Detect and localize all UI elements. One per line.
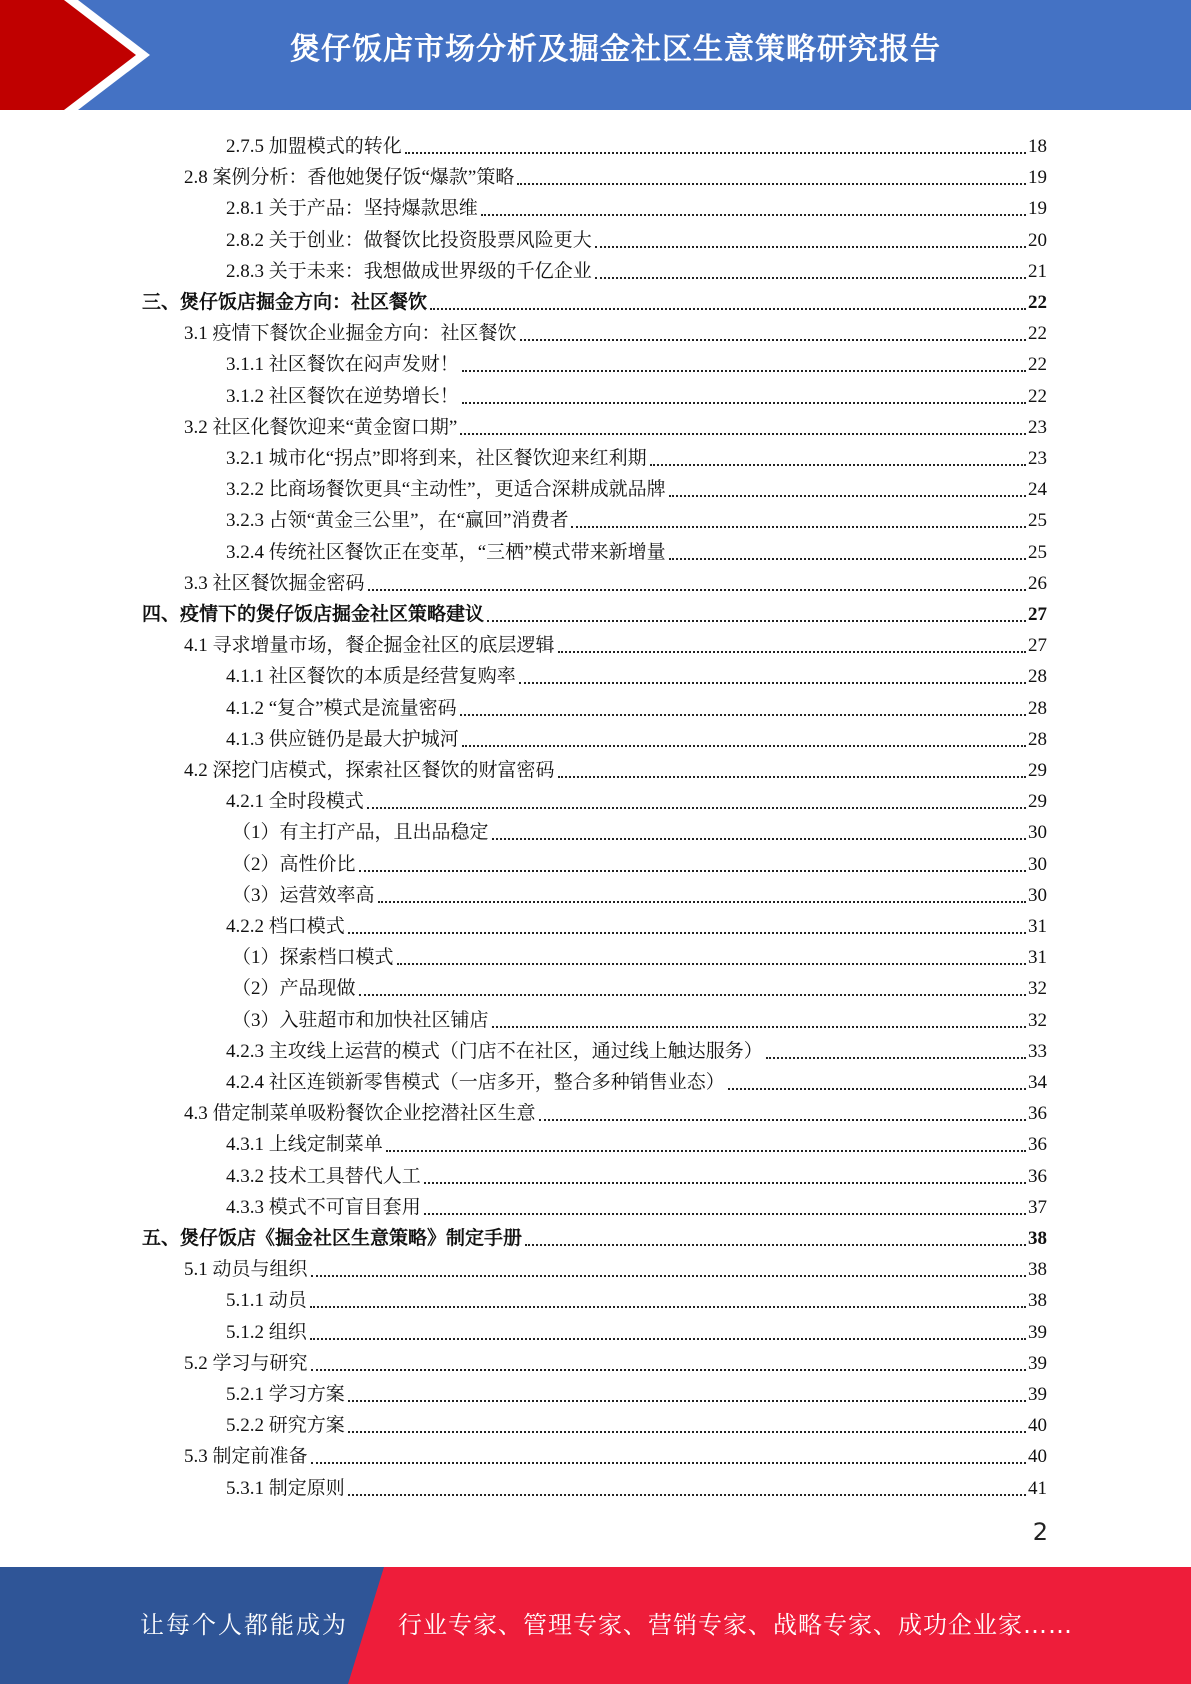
toc-entry-page: 33 [1028,1040,1047,1062]
toc-entry-label: 2.8 案例分析：香他她煲仔饭“爆款”策略 [184,167,515,189]
toc-entry-label: 五、煲仔饭店《掘金社区生意策略》制定手册 [142,1228,523,1249]
toc-entry-page: 19 [1028,167,1047,189]
toc-entry-label: 4.2 深挖门店模式，探索社区餐饮的财富密码 [184,760,555,781]
toc-dot-leader [558,650,1026,653]
toc-entry-label: 4.3 借定制菜单吸粉餐饮企业挖潜社区生意 [184,1103,536,1125]
toc-entry-label: 4.2.4 社区连锁新零售模式（一店多开，整合多种销售业态） [226,1072,725,1093]
toc-dot-leader [359,869,1026,872]
toc-entry-page: 28 [1028,697,1047,719]
toc-entry-label: （3）入驻超市和加快社区铺店 [232,1009,489,1031]
toc-entry-page: 39 [1028,1352,1047,1374]
toc-entry-page: 27 [1028,635,1047,657]
toc-dot-leader [310,1337,1026,1340]
toc-entry-page: 34 [1028,1072,1047,1093]
toc-entry[interactable] [226,720,1047,751]
toc-entry[interactable] [226,252,1047,283]
toc-entry-label: 三、煲仔饭店掘金方向：社区餐饮 [142,292,428,313]
toc-entry[interactable] [226,907,1047,938]
page-header [0,0,1191,110]
toc-entry-label: （2）产品现做 [232,978,356,1000]
toc-entry-page: 22 [1028,292,1047,313]
toc-entry-page: 20 [1028,229,1047,251]
toc-entry-label: 3.2.1 城市化“拐点”即将到来，社区餐饮迎来红利期 [226,448,647,469]
toc-entry-page: 30 [1028,853,1047,875]
toc-entry[interactable] [232,845,1047,876]
toc-dot-leader [397,962,1026,965]
toc-entry-page: 25 [1028,510,1047,532]
toc-entry[interactable] [184,1437,1047,1468]
toc-entry[interactable] [142,1219,1047,1250]
toc-entry-label: 3.1 疫情下餐饮企业掘金方向：社区餐饮 [184,323,517,345]
toc-entry[interactable] [226,189,1047,220]
toc-entry-label: 5.3 制定前准备 [184,1446,308,1468]
toc-entry[interactable] [184,1250,1047,1281]
toc-dot-leader [311,1461,1026,1464]
toc-dot-leader [348,1430,1026,1433]
toc-entry[interactable] [226,533,1047,564]
toc-dot-leader [492,837,1026,840]
toc-entry-page: 21 [1028,260,1047,282]
toc-entry-label: 3.2.4 传统社区餐饮正在变革，“三栖”模式带来新增量 [226,541,666,563]
toc-entry-label: 3.2.3 占领“黄金三公里”，在“赢回”消费者 [226,510,569,532]
toc-dot-leader [520,338,1026,341]
toc-entry[interactable] [184,751,1047,782]
toc-entry-label: 3.3 社区餐饮掘金密码 [184,572,365,594]
toc-entry-label: 4.1.1 社区餐饮的本质是经营复购率 [226,666,516,688]
toc-entry[interactable] [226,221,1047,252]
toc-dot-leader [348,1399,1026,1402]
toc-entry[interactable] [226,501,1047,532]
toc-dot-leader [539,1118,1026,1121]
toc-entry-label: 2.8.2 关于创业：做餐饮比投资股票风险更大 [226,229,592,251]
toc-entry-page: 32 [1028,978,1047,1000]
document-title: 煲仔饭店市场分析及掘金社区生意策略研究报告 [290,32,941,67]
toc-entry[interactable] [226,377,1047,408]
toc-entry-label: 3.1.1 社区餐饮在闷声发财！ [226,354,459,376]
toc-dot-leader [650,463,1026,466]
toc-entry-page: 27 [1028,604,1047,625]
toc-entry[interactable] [226,1125,1047,1156]
toc-dot-leader [728,1087,1026,1090]
toc-dot-leader [348,1493,1026,1496]
toc-entry-label: 3.2 社区化餐饮迎来“黄金窗口期” [184,416,458,438]
toc-entry-label: 4.1.3 供应链仍是最大护城河 [226,728,459,750]
toc-dot-leader [424,1212,1026,1215]
toc-entry[interactable] [232,969,1047,1000]
toc-entry-label: 4.3.3 模式不可盲目套用 [226,1196,421,1218]
toc-dot-leader [492,1025,1026,1028]
toc-entry[interactable] [226,1188,1047,1219]
toc-dot-leader [367,806,1026,809]
toc-entry-page: 22 [1028,385,1047,407]
toc-dot-leader [595,245,1026,248]
toc-dot-leader [348,931,1026,934]
toc-entry-label: 5.2 学习与研究 [184,1352,308,1374]
toc-entry-label: 4.1 寻求增量市场，餐企掘金社区的底层逻辑 [184,635,555,657]
toc-dot-leader [430,307,1026,310]
toc-entry[interactable] [142,595,1047,626]
toc-dot-leader [378,900,1026,903]
toc-entry-page: 40 [1028,1446,1047,1468]
toc-entry[interactable] [226,127,1047,158]
toc-entry-page: 37 [1028,1196,1047,1218]
toc-entry-page: 31 [1028,947,1047,969]
toc-entry-label: 5.1 动员与组织 [184,1259,308,1281]
toc-entry-label: （2）高性价比 [232,853,356,875]
toc-entry-label: 2.8.3 关于未来：我想做成世界级的千亿企业 [226,260,592,282]
toc-dot-leader [558,775,1026,778]
toc-entry-label: 4.1.2 “复合”模式是流量密码 [226,697,457,719]
toc-entry[interactable] [226,1469,1047,1500]
toc-entry-label: 5.3.1 制定原则 [226,1477,345,1499]
toc-entry-page: 36 [1028,1103,1047,1125]
toc-entry-label: 4.3.1 上线定制菜单 [226,1134,383,1156]
toc-entry-page: 28 [1028,666,1047,688]
toc-entry-label: 4.2.1 全时段模式 [226,791,364,813]
toc-entry[interactable] [184,158,1047,189]
toc-dot-leader [595,276,1026,279]
toc-entry-page: 30 [1028,822,1047,844]
toc-entry-page: 28 [1028,728,1047,750]
toc-entry[interactable] [226,657,1047,688]
toc-dot-leader [359,993,1026,996]
toc-dot-leader [368,588,1026,591]
toc-dot-leader [386,1149,1026,1152]
toc-entry[interactable] [226,1313,1047,1344]
toc-entry-page: 29 [1028,760,1047,781]
toc-entry[interactable] [232,813,1047,844]
footer-slogan-right: 行业专家、管理专家、营销专家、战略专家、成功企业家…… [398,1611,1073,1639]
toc-entry-page: 36 [1028,1165,1047,1187]
page-footer [0,1567,1191,1684]
toc-entry-label: 5.1.1 动员 [226,1290,307,1312]
toc-entry-page: 36 [1028,1134,1047,1156]
toc-entry-label: 4.2.3 主攻线上运营的模式（门店不在社区，通过线上触达服务） [226,1040,763,1062]
toc-dot-leader [311,1368,1026,1371]
toc-entry-page: 18 [1028,136,1047,157]
toc-entry[interactable] [226,782,1047,813]
footer-slogan-left: 让每个人都能成为 [140,1611,348,1639]
toc-entry-page: 22 [1028,323,1047,345]
toc-dot-leader [669,557,1026,560]
toc-entry[interactable] [226,1157,1047,1188]
toc-dot-leader [460,432,1026,435]
toc-entry[interactable] [226,1281,1047,1312]
toc-dot-leader [424,1181,1026,1184]
toc-entry-page: 31 [1028,916,1047,937]
toc-entry-label: 5.1.2 组织 [226,1321,307,1343]
toc-entry[interactable] [184,1344,1047,1375]
page-number: 2 [1032,1518,1048,1546]
toc-entry[interactable] [184,626,1047,657]
toc-entry-label: 2.7.5 加盟模式的转化 [226,136,402,157]
toc-entry-page: 38 [1028,1290,1047,1312]
toc-entry[interactable] [226,1375,1047,1406]
toc-entry-page: 23 [1028,448,1047,469]
toc-entry[interactable] [142,283,1047,314]
toc-entry-label: （1）有主打产品，且出品稳定 [232,822,489,844]
toc-dot-leader [310,1305,1026,1308]
toc-dot-leader [519,681,1026,684]
toc-entry-page: 39 [1028,1384,1047,1405]
toc-entry-page: 38 [1028,1259,1047,1281]
toc-dot-leader [766,1056,1026,1059]
toc-entry-page: 23 [1028,416,1047,438]
toc-entry-label: 5.2.1 学习方案 [226,1384,345,1405]
toc-dot-leader [525,1243,1026,1246]
toc-entry-page: 25 [1028,541,1047,563]
toc-entry-label: （3）运营效率高 [232,884,375,906]
toc-entry[interactable] [232,938,1047,969]
toc-entry-page: 29 [1028,791,1047,813]
toc-entry-page: 39 [1028,1321,1047,1343]
toc-entry-page: 22 [1028,354,1047,376]
toc-entry[interactable] [226,1406,1047,1437]
toc-dot-leader [669,494,1026,497]
toc-entry[interactable] [184,564,1047,595]
toc-entry[interactable] [184,408,1047,439]
toc-dot-leader [487,619,1026,622]
toc-entry-page: 41 [1028,1477,1047,1499]
toc-entry[interactable] [184,314,1047,345]
toc-entry-page: 26 [1028,572,1047,594]
toc-dot-leader [405,151,1026,154]
toc-entry-label: 2.8.1 关于产品：坚持爆款思维 [226,198,478,220]
toc-entry-page: 24 [1028,479,1047,501]
toc-entry-label: 3.2.2 比商场餐饮更具“主动性”，更适合深耕成就品牌 [226,479,666,501]
toc-entry[interactable] [226,689,1047,720]
toc-entry-page: 30 [1028,884,1047,906]
toc-dot-leader [460,713,1026,716]
toc-entry-label: （1）探索档口模式 [232,947,394,969]
toc-entry[interactable] [232,1001,1047,1032]
toc-entry-page: 32 [1028,1009,1047,1031]
toc-dot-leader [462,401,1026,404]
toc-entry[interactable] [226,1032,1047,1063]
toc-entry-page: 38 [1028,1228,1047,1249]
toc-entry[interactable] [232,876,1047,907]
toc-entry[interactable] [226,470,1047,501]
toc-entry[interactable] [226,345,1047,376]
toc-entry-page: 40 [1028,1415,1047,1437]
toc-entry[interactable] [226,1063,1047,1094]
toc-entry-label: 5.2.2 研究方案 [226,1415,345,1437]
toc-entry[interactable] [184,1094,1047,1125]
toc-entry-label: 3.1.2 社区餐饮在逆势增长！ [226,385,459,407]
toc-dot-leader [571,525,1026,528]
toc-dot-leader [311,1274,1026,1277]
toc-dot-leader [481,213,1026,216]
toc-dot-leader [462,369,1026,372]
toc-dot-leader [517,182,1026,185]
toc-entry-label: 4.3.2 技术工具替代人工 [226,1165,421,1187]
toc-dot-leader [462,744,1026,747]
toc-entry-label: 四、疫情下的煲仔饭店掘金社区策略建议 [142,604,485,625]
toc-entry[interactable] [226,439,1047,470]
toc-entry-page: 19 [1028,198,1047,220]
toc-entry-label: 4.2.2 档口模式 [226,916,345,937]
